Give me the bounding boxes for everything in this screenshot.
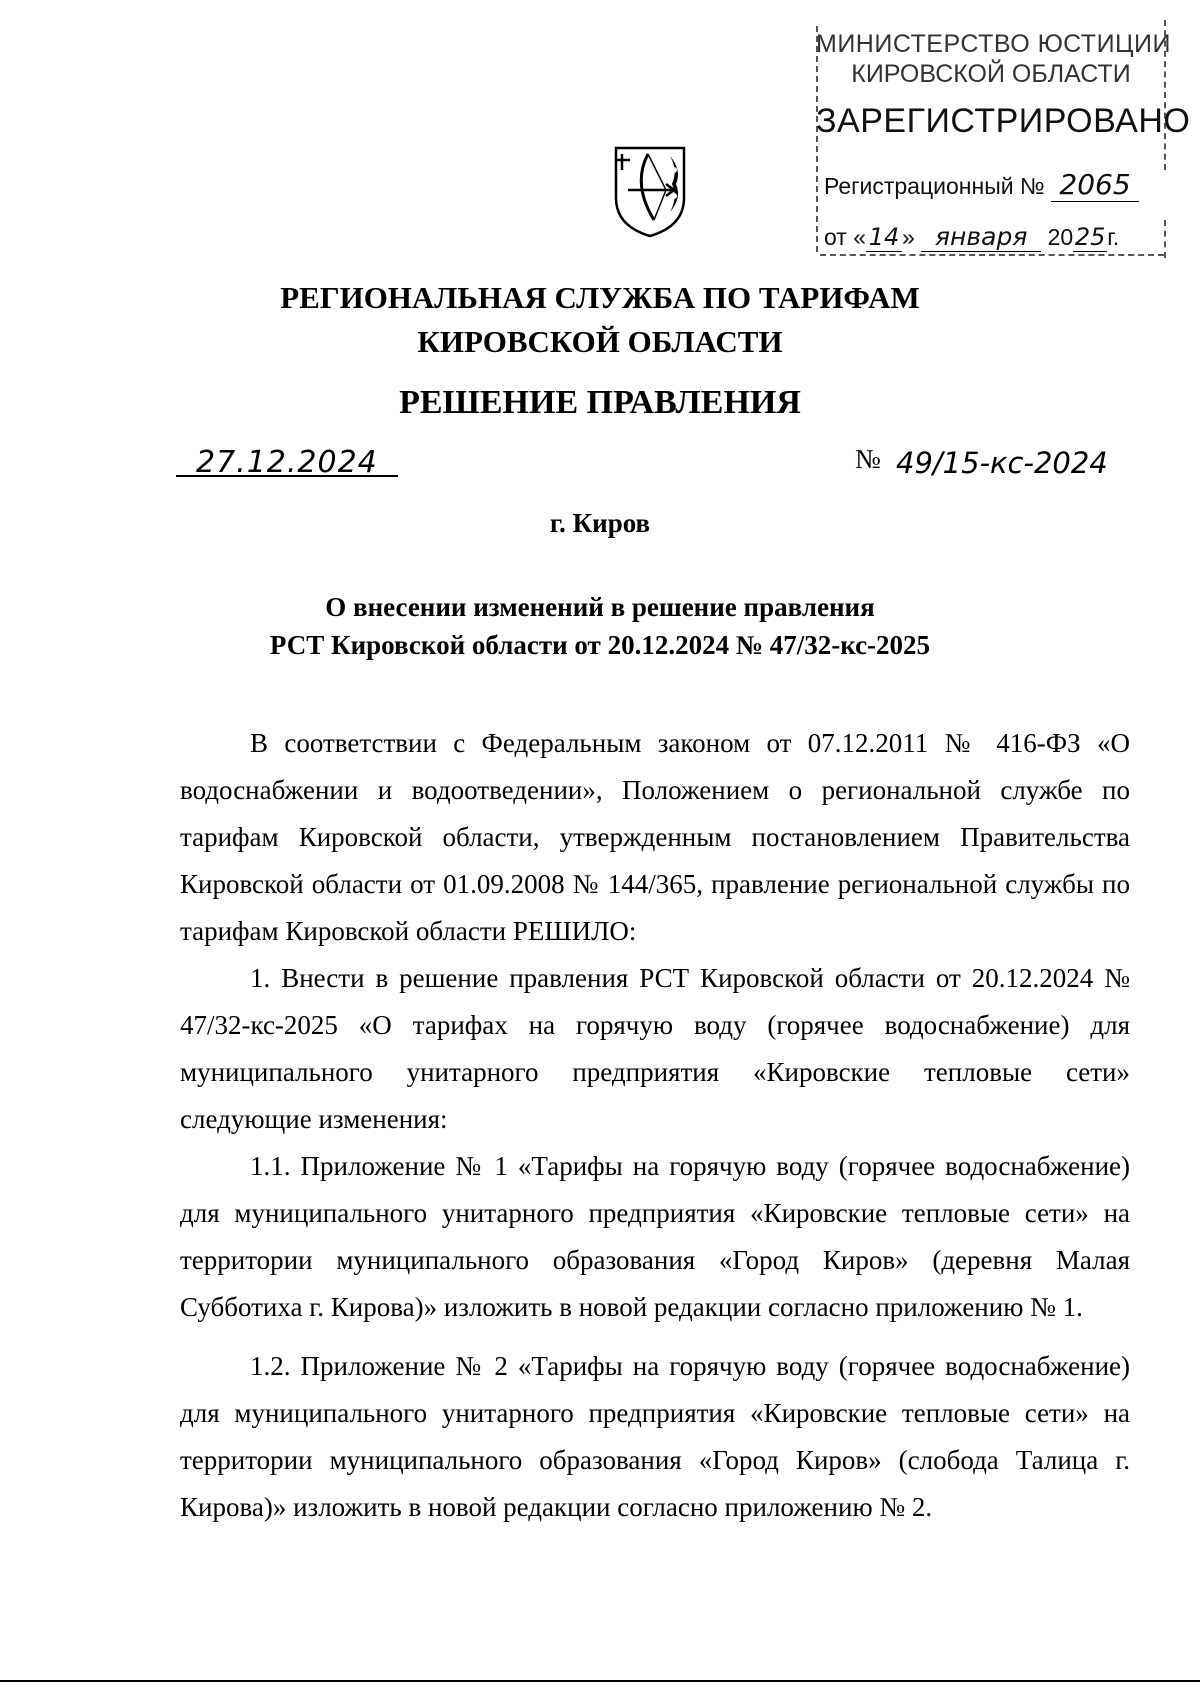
stamp-date-day-field: [866, 223, 902, 252]
paragraph-preamble: В соответствии с Федеральным законом от 07.12.2011 № 416-ФЗ «О водоснабжении и водоотведении», Положением о региональной службе по тарифам Кировской области, утвержденным постановлением Правительства Кировской области от 01.09.2008 № 144/365, правление региональной службы по тарифам Кировской области РЕШИЛО:: [180, 728, 1130, 946]
stamp-reg-number-field: [1051, 168, 1139, 202]
footer-rule: [0, 1680, 1200, 1682]
organization-line-2: КИРОВСКОЙ ОБЛАСТИ: [417, 324, 783, 359]
stamp-date-row: [824, 222, 1166, 252]
stamp-date-month-field: [921, 222, 1041, 252]
stamp-reg-row: [824, 168, 1166, 202]
stamp-border-bottom: [820, 254, 1164, 256]
document-date: 27.12.2024: [196, 445, 378, 480]
document-type: РЕШЕНИЕ ПРАВЛЕНИЯ: [399, 384, 801, 421]
stamp-title: ЗАРЕГИСТРИРОВАНО: [816, 102, 1191, 140]
paragraph-item-1-2: 1.2. Приложение № 2 «Тарифы на горячую воду (горячее водоснабжение) для муниципального унитарного предприятия «Кировские тепловые сети» на территории муниципального образования «Город Киров» (слобода Талица г. Кирова)» изложить в новой редакции согласно приложению № 2.: [180, 1351, 1130, 1522]
stamp-date-year-field: [1073, 223, 1107, 252]
subject-line-1: О внесении изменений в решение правления: [325, 592, 875, 622]
document-subject: [0, 588, 1200, 664]
document-number: 49/15-кс-2024: [896, 446, 1108, 480]
registration-stamp: [816, 20, 1191, 258]
stamp-date-day: 14: [868, 223, 900, 251]
stamp-region: КИРОВСКОЙ ОБЛАСТИ: [851, 60, 1131, 88]
organization-line-1: РЕГИОНАЛЬНАЯ СЛУЖБА ПО ТАРИФАМ: [280, 280, 920, 315]
stamp-date-month: января: [935, 222, 1028, 251]
stamp-reg-number: 2065: [1059, 168, 1131, 201]
stamp-date-mid: »: [902, 224, 915, 250]
stamp-reg-label: Регистрационный №: [824, 173, 1045, 199]
coat-of-arms-emblem: [608, 140, 692, 240]
stamp-ministry: МИНИСТЕРСТВО ЮСТИЦИИ: [816, 30, 1171, 58]
organization-name: [0, 276, 1200, 364]
document-body: [180, 720, 1130, 1531]
number-label: №: [855, 444, 881, 474]
stamp-date-suffix: г.: [1107, 224, 1120, 250]
city: г. Киров: [549, 508, 651, 538]
paragraph-item-1: 1. Внести в решение правления РСТ Кировской области от 20.12.2024 № 47/32-кс-2025 «О тарифах на горячую воду (горячее водоснабжение) для муниципального унитарного предприятия «Кировские тепловые сети» следующие изменения:: [180, 963, 1130, 1134]
subject-line-2: РСТ Кировской области от 20.12.2024 № 47/32-кс-2025: [269, 630, 931, 660]
stamp-date-year-prefix: 20: [1047, 224, 1074, 250]
paragraph-item-1-1: 1.1. Приложение № 1 «Тарифы на горячую воду (горячее водоснабжение) для муниципального унитарного предприятия «Кировские тепловые сети» на территории муниципального образования «Город Киров» (деревня Малая Субботиха г. Кирова)» изложить в новой редакции согласно приложению № 1.: [180, 1151, 1130, 1322]
stamp-date-prefix: от «: [824, 224, 867, 250]
stamp-date-year: 25: [1074, 223, 1106, 251]
